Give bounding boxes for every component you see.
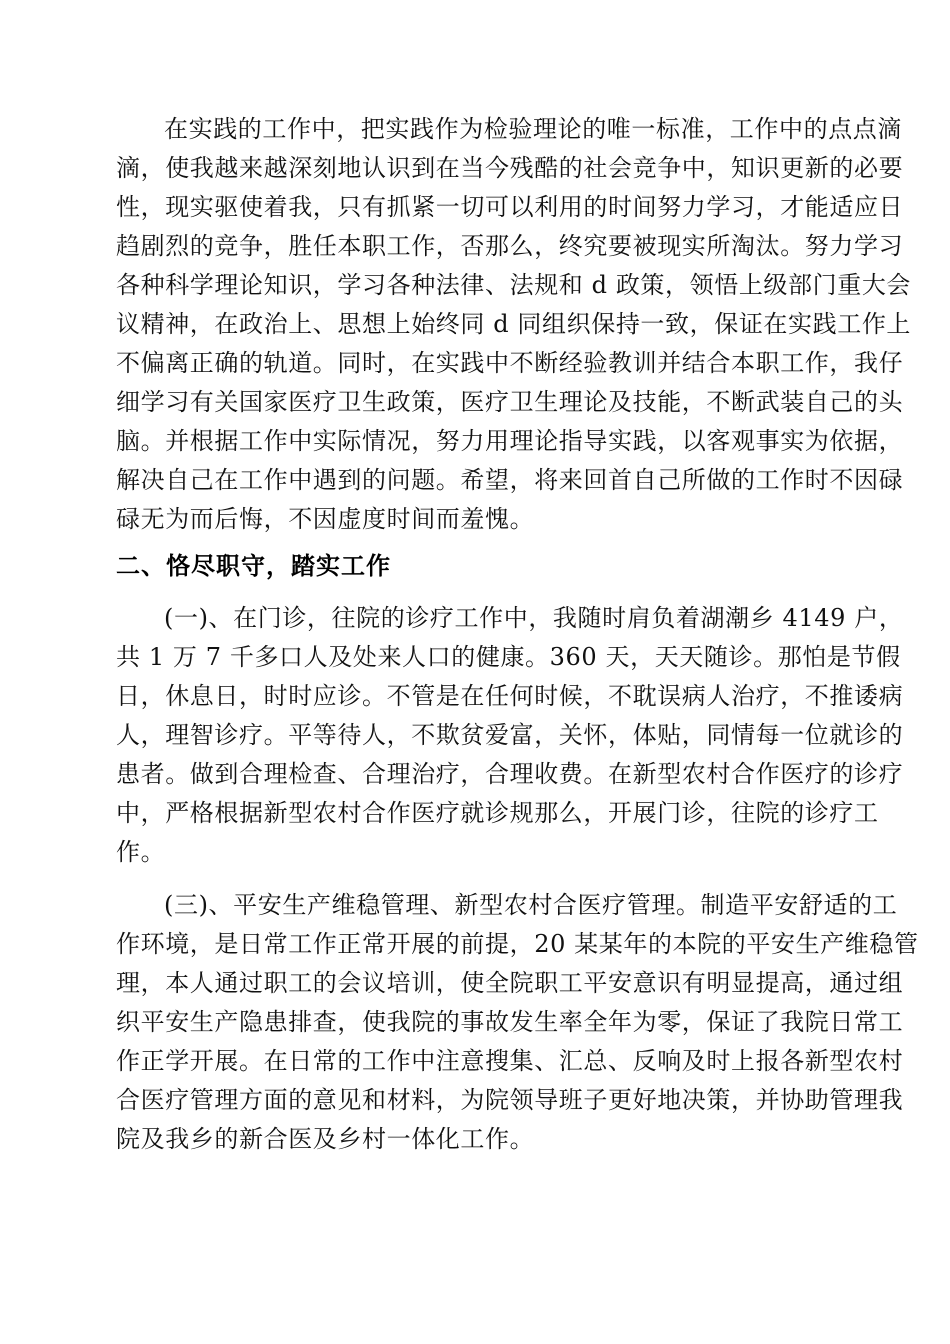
paragraph-1-line-4: 趋剧烈的竞争，胜任本职工作，否那么，终究要被现实所淘汰。努力学习 (116, 232, 904, 260)
paragraph-1-line-2: 滴，使我越来越深刻地认识到在当今残酷的社会竞争中，知识更新的必要 (116, 154, 904, 182)
paragraph-2-line-4: 人，理智诊疗。平等待人，不欺贫爱富，关怀，体贴，同情每一位就诊的 (116, 721, 904, 749)
paragraph-1-line-11: 碌无为而后悔，不因虚度时间而羞愧。 (116, 505, 535, 533)
paragraph-2-line-5: 患者。做到合理检查、合理治疗，合理收费。在新型农村合作医疗的诊疗 (116, 760, 904, 788)
paragraph-1-line-7: 不偏离正确的轨道。同时，在实践中不断经验教训并结合本职工作，我仔 (116, 349, 904, 377)
paragraph-1-line-9: 脑。并根据工作中实际情况，努力用理论指导实践，以客观事实为依据， (116, 427, 904, 455)
paragraph-1-line-3: 性，现实驱使着我，只有抓紧一切可以利用的时间努力学习，才能适应日 (116, 193, 904, 221)
paragraph-3-line-2: 作环境，是日常工作正常开展的前提，20 某某年的本院的平安生产维稳管 (116, 930, 919, 958)
paragraph-1-line-1: 在实践的工作中，把实践作为检验理论的唯一标准，工作中的点点滴 (164, 115, 902, 143)
paragraph-2-line-3: 日，休息日，时时应诊。不管是在任何时候，不耽误病人治疗，不推诿病 (116, 682, 904, 710)
paragraph-3-line-1: (三)、平安生产维稳管理、新型农村合医疗管理。制造平安舒适的工 (164, 891, 898, 919)
paragraph-2-line-1: (一)、在门诊，往院的诊疗工作中，我随时肩负着湖潮乡 4149 户， (164, 604, 904, 632)
paragraph-2-line-2: 共 1 万 7 千多口人及处来人口的健康。360 天，天天随诊。那怕是节假 (116, 643, 901, 671)
section-heading: 二、恪尽职守，踏实工作 (116, 552, 391, 580)
paragraph-3-line-7: 院及我乡的新合医及乡村一体化工作。 (116, 1125, 535, 1153)
paragraph-3-line-5: 作正学开展。在日常的工作中注意搜集、汇总、反响及时上报各新型农村 (116, 1047, 904, 1075)
paragraph-3-line-3: 理，本人通过职工的会议培训，使全院职工平安意识有明显提高，通过组 (116, 969, 904, 997)
paragraph-1-line-8: 细学习有关国家医疗卫生政策，医疗卫生理论及技能，不断武装自己的头 (116, 388, 904, 416)
paragraph-1-line-10: 解决自己在工作中遇到的问题。希望，将来回首自己所做的工作时不因碌 (116, 466, 904, 494)
paragraph-1-line-6: 议精神，在政治上、思想上始终同 d 同组织保持一致，保证在实践工作上 (116, 310, 912, 338)
paragraph-2-line-6: 中，严格根据新型农村合作医疗就诊规那么，开展门诊，往院的诊疗工 (116, 799, 879, 827)
paragraph-3-line-4: 织平安生产隐患排查，使我院的事故发生率全年为零，保证了我院日常工 (116, 1008, 904, 1036)
paragraph-3-line-6: 合医疗管理方面的意见和材料，为院领导班子更好地决策，并协助管理我 (116, 1086, 904, 1114)
paragraph-2-line-7: 作。 (116, 838, 166, 866)
paragraph-1-line-5: 各种科学理论知识，学习各种法律、法规和 d 政策，领悟上级部门重大会 (116, 271, 912, 299)
